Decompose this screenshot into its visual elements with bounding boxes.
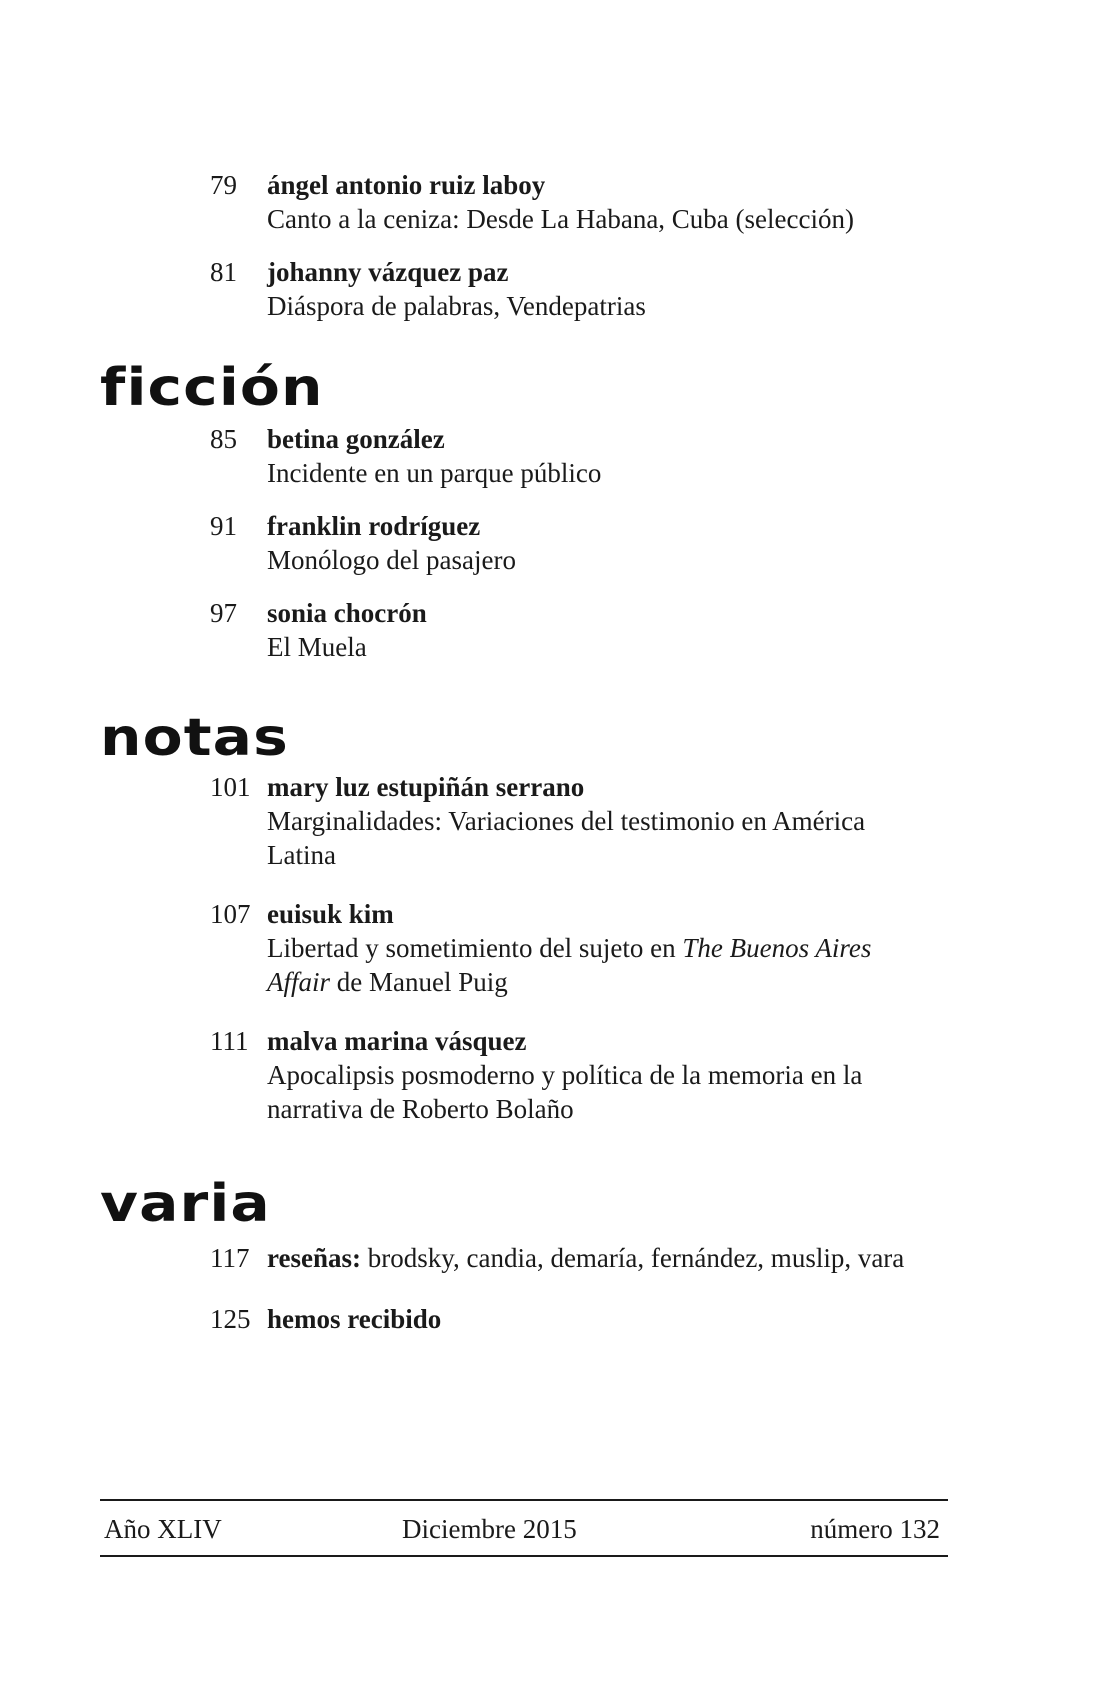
entry-title: El Muela bbox=[267, 632, 367, 662]
toc-entry[interactable] bbox=[210, 897, 960, 999]
page-number: 117 bbox=[210, 1243, 250, 1273]
footer-date: Diciembre 2015 bbox=[402, 1514, 577, 1544]
entry-title bbox=[267, 931, 960, 965]
footer-year: Año XLIV bbox=[104, 1514, 222, 1544]
entry-title-line: narrativa de Roberto Bolaño bbox=[267, 1094, 574, 1124]
entry-label: hemos recibido bbox=[267, 1304, 442, 1334]
entry-title: Canto a la ceniza: Desde La Habana, Cuba (selección) bbox=[267, 204, 854, 234]
page-number: 111 bbox=[210, 1026, 249, 1056]
footer-top-rule bbox=[100, 1499, 948, 1501]
toc-entry[interactable] bbox=[210, 1024, 960, 1126]
entry-title-line: Marginalidades: Variaciones del testimonio en América bbox=[267, 806, 866, 836]
entry-author: franklin rodríguez bbox=[267, 511, 481, 541]
entry-title: Diáspora de palabras, Vendepatrias bbox=[267, 291, 646, 321]
entry-title-text: de Manuel Puig bbox=[330, 967, 508, 997]
toc-entry[interactable] bbox=[210, 770, 960, 872]
page-number: 79 bbox=[210, 170, 237, 200]
footer-issue: número 132 bbox=[810, 1514, 940, 1544]
entry-author: ángel antonio ruiz laboy bbox=[267, 170, 546, 200]
toc-entry[interactable] bbox=[210, 1302, 960, 1336]
toc-entry[interactable] bbox=[210, 509, 960, 577]
page-number: 101 bbox=[210, 772, 251, 802]
entry-title: Monólogo del pasajero bbox=[267, 545, 516, 575]
entry-text: brodsky, candia, demaría, fernández, muslip, vara bbox=[361, 1243, 905, 1273]
entry-author: malva marina vásquez bbox=[267, 1026, 527, 1056]
toc-entry[interactable] bbox=[210, 168, 960, 236]
entry-author: sonia chocrón bbox=[267, 598, 427, 628]
entry-label: reseñas: bbox=[267, 1243, 361, 1273]
entry-title-line: Apocalipsis posmoderno y política de la memoria en la bbox=[267, 1060, 863, 1090]
toc-entry[interactable] bbox=[210, 255, 960, 323]
toc-entry[interactable] bbox=[210, 422, 960, 490]
section-heading-ficcion: ficción bbox=[100, 358, 324, 418]
entry-title bbox=[267, 965, 960, 999]
page-number: 107 bbox=[210, 899, 251, 929]
entry-author: mary luz estupiñán serrano bbox=[267, 772, 585, 802]
page-number: 91 bbox=[210, 511, 237, 541]
entry-title-italic: The Buenos Aires bbox=[682, 933, 872, 963]
page-number: 125 bbox=[210, 1304, 251, 1334]
entry-title-line: Latina bbox=[267, 840, 336, 870]
section-heading-varia: varia bbox=[100, 1174, 271, 1234]
page-number: 81 bbox=[210, 257, 237, 287]
footer-bottom-rule bbox=[100, 1555, 948, 1557]
page-number: 97 bbox=[210, 598, 237, 628]
toc-entry[interactable] bbox=[210, 596, 960, 664]
page-number: 85 bbox=[210, 424, 237, 454]
entry-title: Incidente en un parque público bbox=[267, 458, 602, 488]
entry-title-italic: Affair bbox=[267, 967, 331, 997]
entry-author: euisuk kim bbox=[267, 899, 394, 929]
entry-title-text: Libertad y sometimiento del sujeto en bbox=[267, 933, 683, 963]
entry-author: betina gonzález bbox=[267, 424, 445, 454]
toc-entry[interactable] bbox=[210, 1241, 960, 1275]
section-heading-notas: notas bbox=[100, 708, 289, 768]
entry-author: johanny vázquez paz bbox=[267, 257, 509, 287]
